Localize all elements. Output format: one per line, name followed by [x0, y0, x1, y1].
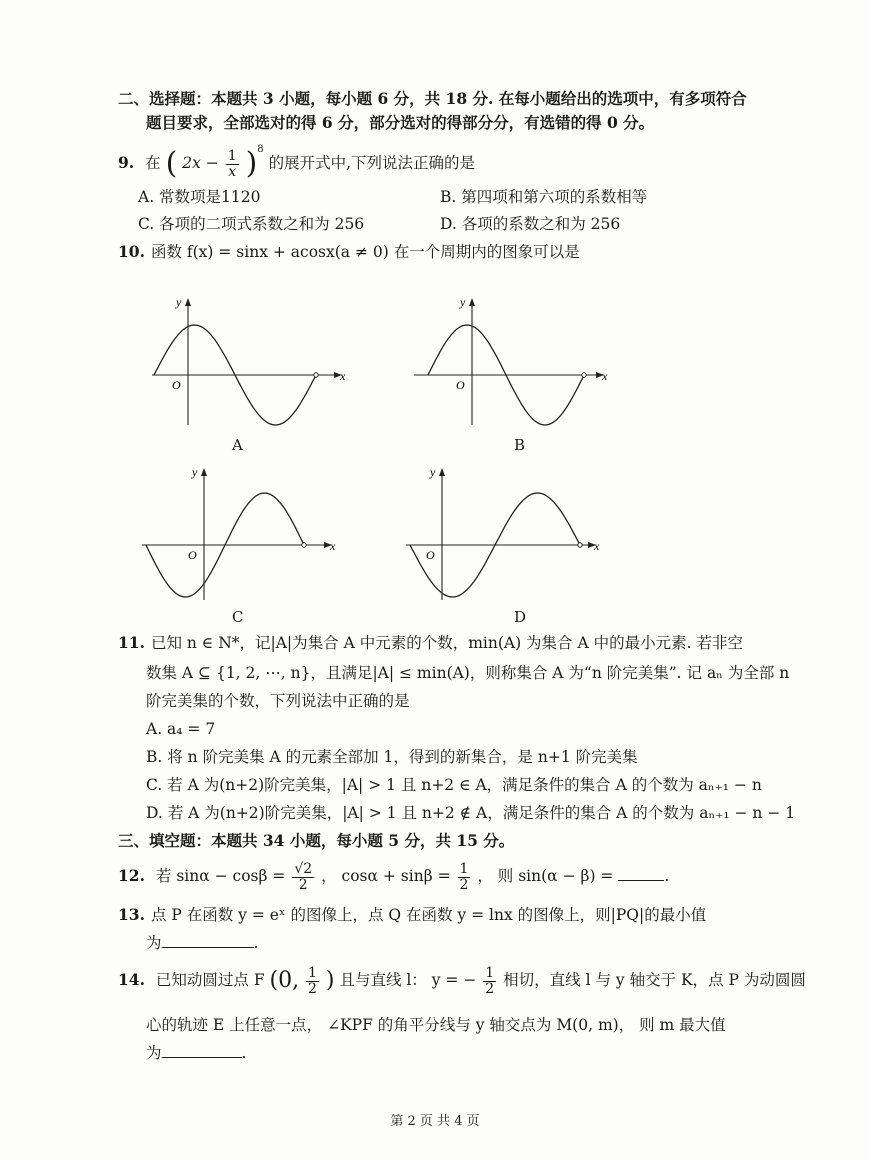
question-number: 14.: [118, 970, 145, 989]
question-10: [118, 241, 580, 263]
q13-line-1: 点 P 在函数 y = eˣ 的图像上，点 Q 在函数 y = lnx 的图像上，则|PQ|的最小值: [150, 906, 707, 924]
right-paren: ): [245, 146, 258, 182]
question-13: [118, 904, 706, 926]
y-axis-label: y: [460, 295, 466, 309]
section-3-heading: 三、填空题：本题共 34 小题，每小题 5 分，共 15 分。: [118, 831, 515, 850]
q14-part-1: 已知动圆过点 F: [155, 971, 265, 989]
q11-line-3: 阶完美集的个数，下列说法中正确的是: [146, 692, 410, 710]
y-axis-label: y: [192, 465, 198, 479]
q9-option-b: B. 第四项和第六项的系数相等: [440, 188, 648, 206]
q13-prefix: 为: [146, 934, 162, 952]
question-9: [118, 142, 475, 182]
y-axis-label: y: [430, 465, 436, 479]
q12-fraction-2: [458, 862, 471, 893]
y-axis-arrow: [201, 468, 207, 476]
frac-num: 1: [459, 860, 469, 877]
q12-period: .: [664, 867, 670, 885]
section-2-heading-cont: 题目要求，全部选对的得 6 分，部分选对的得部分分，有选错的得 0 分。: [146, 113, 655, 132]
q11-line-2: 数集 A ⊆ {1, 2, ⋯, n}，且满足|A| ≤ min(A)，则称集合 A 为“n 阶完美集”. 记 aₙ 为全部 n: [146, 664, 790, 682]
q13-period: .: [253, 934, 259, 952]
y-axis-arrow: [185, 298, 191, 306]
q9-option-d: D. 各项的系数之和为 256: [440, 215, 621, 233]
frac-num: 1: [308, 964, 317, 981]
q12-part-2: ， cosα + sinβ =: [321, 867, 451, 885]
q11-option-d: D. 若 A 为(n+2)阶完美集，|A| > 1 且 n+2 ∉ A，满足条件的集合 A 的个数为 aₙ₊₁ − n − 1: [146, 804, 796, 822]
origin-label: O: [172, 378, 181, 392]
y-axis-arrow: [439, 468, 445, 476]
question-number: 9.: [118, 153, 135, 173]
x-axis-label: x: [330, 539, 336, 553]
graph-a: [148, 290, 348, 430]
x-axis-label: x: [340, 369, 346, 383]
frac-den: 2: [459, 876, 469, 893]
y-axis-label: y: [176, 295, 182, 309]
curve-endpoint-open: [578, 543, 582, 547]
q14-prefix: 为: [146, 1044, 162, 1062]
q14-part-3: 相切，直线 l 与 y 轴交于 K，点 P 为动圆圆: [503, 971, 806, 989]
graph-b-label: B: [514, 436, 526, 454]
curve-endpoint-open: [314, 373, 318, 377]
frac-den: x: [228, 163, 237, 180]
q13-line-2: [146, 932, 258, 954]
q9-suffix: 的展开式中,下列说法正确的是: [268, 154, 476, 173]
q14-point-close: ): [325, 968, 335, 993]
graph-c: [138, 460, 338, 605]
frac-den: 2: [485, 980, 495, 997]
q9-fraction: [226, 149, 239, 180]
question-number: 11.: [118, 633, 145, 652]
q13-answer-blank[interactable]: [162, 947, 254, 948]
curve-endpoint-open: [302, 543, 306, 547]
frac-num: √2: [294, 860, 313, 877]
q12-part-3: ， 则 sin(α − β) =: [477, 867, 614, 885]
y-axis-arrow: [469, 298, 475, 306]
curve-endpoint-open: [582, 373, 586, 377]
frac-den: 2: [308, 980, 317, 997]
q9-exponent: 8: [257, 144, 264, 155]
question-number: 12.: [118, 866, 145, 885]
page-footer: 第 2 页 共 4 页: [390, 1114, 480, 1129]
q11-option-c: C. 若 A 为(n+2)阶完美集，|A| > 1 且 n+2 ∈ A，满足条件的集合 A 的个数为 aₙ₊₁ − n: [146, 776, 762, 794]
q14-answer-blank[interactable]: [162, 1057, 242, 1058]
q11-line-1: 已知 n ∈ N*，记|A|为集合 A 中元素的个数，min(A) 为集合 A 中的最小元素. 若非空: [150, 634, 743, 652]
q14-fraction-1: [306, 966, 319, 997]
q14-period: .: [241, 1044, 247, 1062]
q9-option-a: A. 常数项是1120: [138, 188, 261, 206]
origin-label: O: [188, 548, 197, 562]
q9-option-c: C. 各项的二项式系数之和为 256: [138, 215, 365, 233]
question-12: [118, 856, 669, 896]
q9-prefix: 在: [145, 154, 161, 173]
section-2-heading: 二、选择题：本题共 3 小题，每小题 6 分，共 18 分. 在每小题给出的选项中，有多项符合: [118, 89, 747, 108]
q12-answer-blank[interactable]: [618, 880, 664, 881]
question-11: [118, 632, 743, 654]
graph-a-label: A: [232, 436, 243, 454]
q12-fraction-1: [292, 862, 314, 893]
graph-d-label: D: [514, 608, 527, 626]
graph-b: [410, 290, 610, 430]
origin-label: O: [456, 378, 465, 392]
q14-fraction-2: [483, 966, 496, 997]
left-paren: (: [165, 146, 178, 182]
frac-den: 2: [298, 876, 308, 893]
q9-expr: 2x −: [182, 154, 219, 173]
origin-label: O: [426, 548, 435, 562]
question-number: 10.: [118, 242, 145, 261]
frac-num: 1: [227, 147, 237, 164]
x-axis-label: x: [602, 369, 608, 383]
q12-part-1: 若 sinα − cosβ =: [155, 867, 286, 885]
q14-line-3: [146, 1042, 246, 1064]
graph-c-label: C: [232, 608, 244, 626]
q14-point-open: (0,: [269, 968, 300, 993]
q11-option-a: A. a₄ = 7: [146, 720, 216, 738]
q11-option-b: B. 将 n 阶完美集 A 的元素全部加 1，得到的新集合，是 n+1 阶完美集: [146, 748, 638, 766]
question-number: 13.: [118, 905, 145, 924]
q10-text: 函数 f(x) = sinx + acosx(a ≠ 0) 在一个周期内的图象可以是: [150, 243, 580, 261]
x-axis-label: x: [594, 539, 600, 553]
question-14: [118, 960, 806, 1001]
q14-part-2: 且与直线 l： y = −: [339, 971, 477, 989]
q14-line-2: 心的轨迹 E 上任意一点， ∠KPF 的角平分线与 y 轴交点为 M(0, m)， 则 m 最大值: [146, 1016, 726, 1034]
graph-d: [402, 460, 602, 605]
frac-num: 1: [485, 964, 495, 981]
